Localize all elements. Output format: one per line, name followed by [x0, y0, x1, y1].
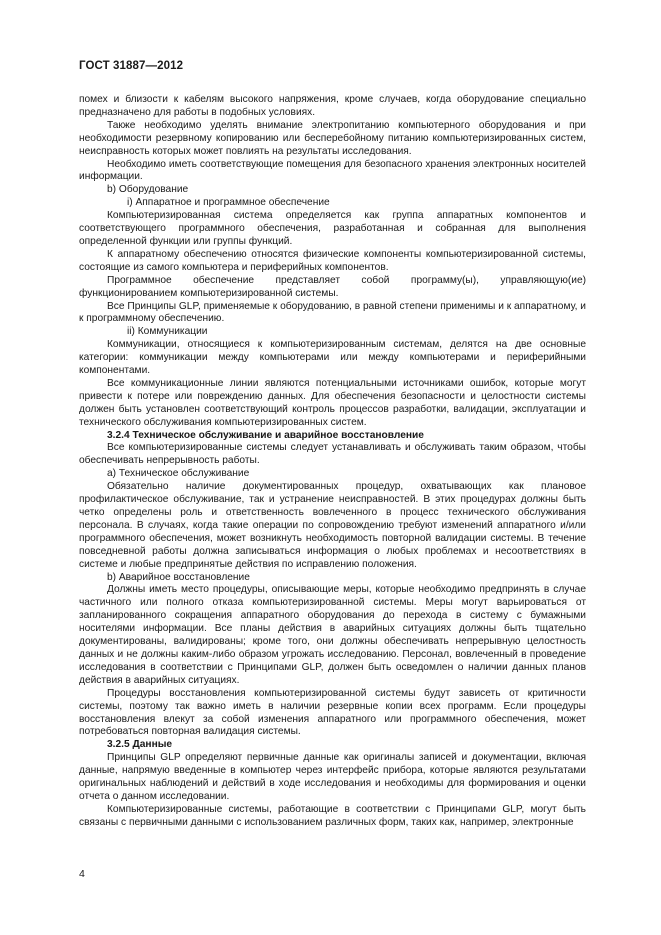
page-number: 4: [79, 868, 85, 880]
paragraph: помех и близости к кабелям высокого напряжения, кроме случаев, когда оборудование специально предназначено для работы в подобных условиях.: [79, 94, 586, 118]
paragraph: Все компьютеризированные системы следует устанавливать и обслуживать таким образом, чтобы обеспечивать непрерывность работы.: [79, 442, 586, 467]
document-header: ГОСТ 31887—2012: [79, 60, 184, 72]
paragraph: Необходимо иметь соответствующие помещения для безопасного хранения электронных носителей информации.: [79, 158, 586, 183]
paragraph: Компьютеризированная система определяется как группа аппаратных компонентов и соответствующего программного обеспечения, разработанная и собранная для выполнения определенной функции или группы функций.: [79, 210, 586, 247]
list-item-heading: b) Оборудование: [107, 184, 189, 196]
list-item-heading: a) Техническое обслуживание: [107, 468, 250, 480]
list-item-heading: i) Аппаратное и программное обеспечение: [127, 197, 330, 209]
section-heading: 3.2.5 Данные: [107, 739, 173, 751]
section-heading: 3.2.4 Техническое обслуживание и аварийное восстановление: [107, 429, 424, 441]
paragraph: Принципы GLP определяют первичные данные как оригиналы записей и документации, включая данные, напрямую введенные в компьютер через интерфейс прибора, которые являются результатами оригинальных наблюдений и действий в ходе исследования и необходимы для формирования и оценки отчета о данном исследовании.: [79, 752, 586, 802]
paragraph: Процедуры восстановления компьютеризированной системы будут зависеть от критичности системы, поэтому так важно иметь в наличии резервные копии всех программ. Если процедуры восстановления влекут за собой изменения аппаратного или программного обеспечения, может потребоваться повторная валидация системы.: [79, 687, 586, 738]
list-item-heading: ii) Коммуникации: [127, 326, 208, 338]
paragraph: Все Принципы GLP, применяемые к оборудованию, в равной степени применимы и к аппаратному, и к программному обеспечению.: [79, 300, 586, 325]
list-item-heading: b) Аварийное восстановление: [107, 571, 250, 583]
paragraph: Должны иметь место процедуры, описывающие меры, которые необходимо предпринять в случае частичного или полного отказа компьютеризированной системы. Меры могут варьироваться от запланированного сокращения аппаратного оборудования до перехода в систему с бумажными носителями информации. Все планы действия в аварийных ситуациях должны быть тщательно документированы, валидированы; кроме того, они должны обеспечивать непрерывную целостность данных и не должны каким-либо образом угрожать исследованию. Персонал, вовлеченный в проведение исследования в соответствии с Принципами GLP, должен быть осведомлен о наличии данных планов действия в аварийных ситуациях.: [79, 584, 586, 686]
paragraph: Коммуникации, относящиеся к компьютеризированным системам, делятся на две основные категории: коммуникации между компьютерами или между компьютерами и периферийными компонентами.: [79, 339, 586, 377]
document-body: [79, 94, 586, 830]
paragraph: Также необходимо уделять внимание электропитанию компьютерного оборудования и при необходимости резервному копированию или бесперебойному питанию компьютеризированных систем, неисправность которых может повлиять на результаты исследования.: [79, 119, 586, 157]
paragraph: К аппаратному обеспечению относятся физические компоненты компьютеризированной системы, состоящие из самого компьютера и периферийных компонентов.: [79, 248, 586, 273]
paragraph: Обязательно наличие документированных процедур, охватывающих как плановое профилактическое обслуживание, так и устранение неисправностей. В этих процедурах должны быть четко определены роль и ответственность вовлеченного в процесс технического обслуживания персонала. В случаях, когда такие операции по сопровождению требуют изменений аппаратного и/или программного обеспечения, может возникнуть необходимость повторной валидации системы. В течение повседневной работы должна записываться информация о любых проблемах и несоответствиях в системе и любые предпринятые действия по исправлению положения.: [79, 481, 586, 570]
paragraph: Компьютеризированные системы, работающие в соответствии с Принципами GLP, могут быть связаны с первичными данными с использованием различных форм, таких как, например, электронные: [79, 803, 586, 828]
paragraph: Все коммуникационные линии являются потенциальными источниками ошибок, которые могут привести к потере или повреждению данных. Для обеспечения безопасности и целостности системы должен быть установлен соответствующий контроль процессов разработки, валидации, эксплуатации и технического обслуживания компьютеризированных систем.: [79, 377, 586, 428]
paragraph: Программное обеспечение представляет собой программу(ы), управляющую(ие) функционированием компьютеризированной системы.: [79, 274, 586, 299]
